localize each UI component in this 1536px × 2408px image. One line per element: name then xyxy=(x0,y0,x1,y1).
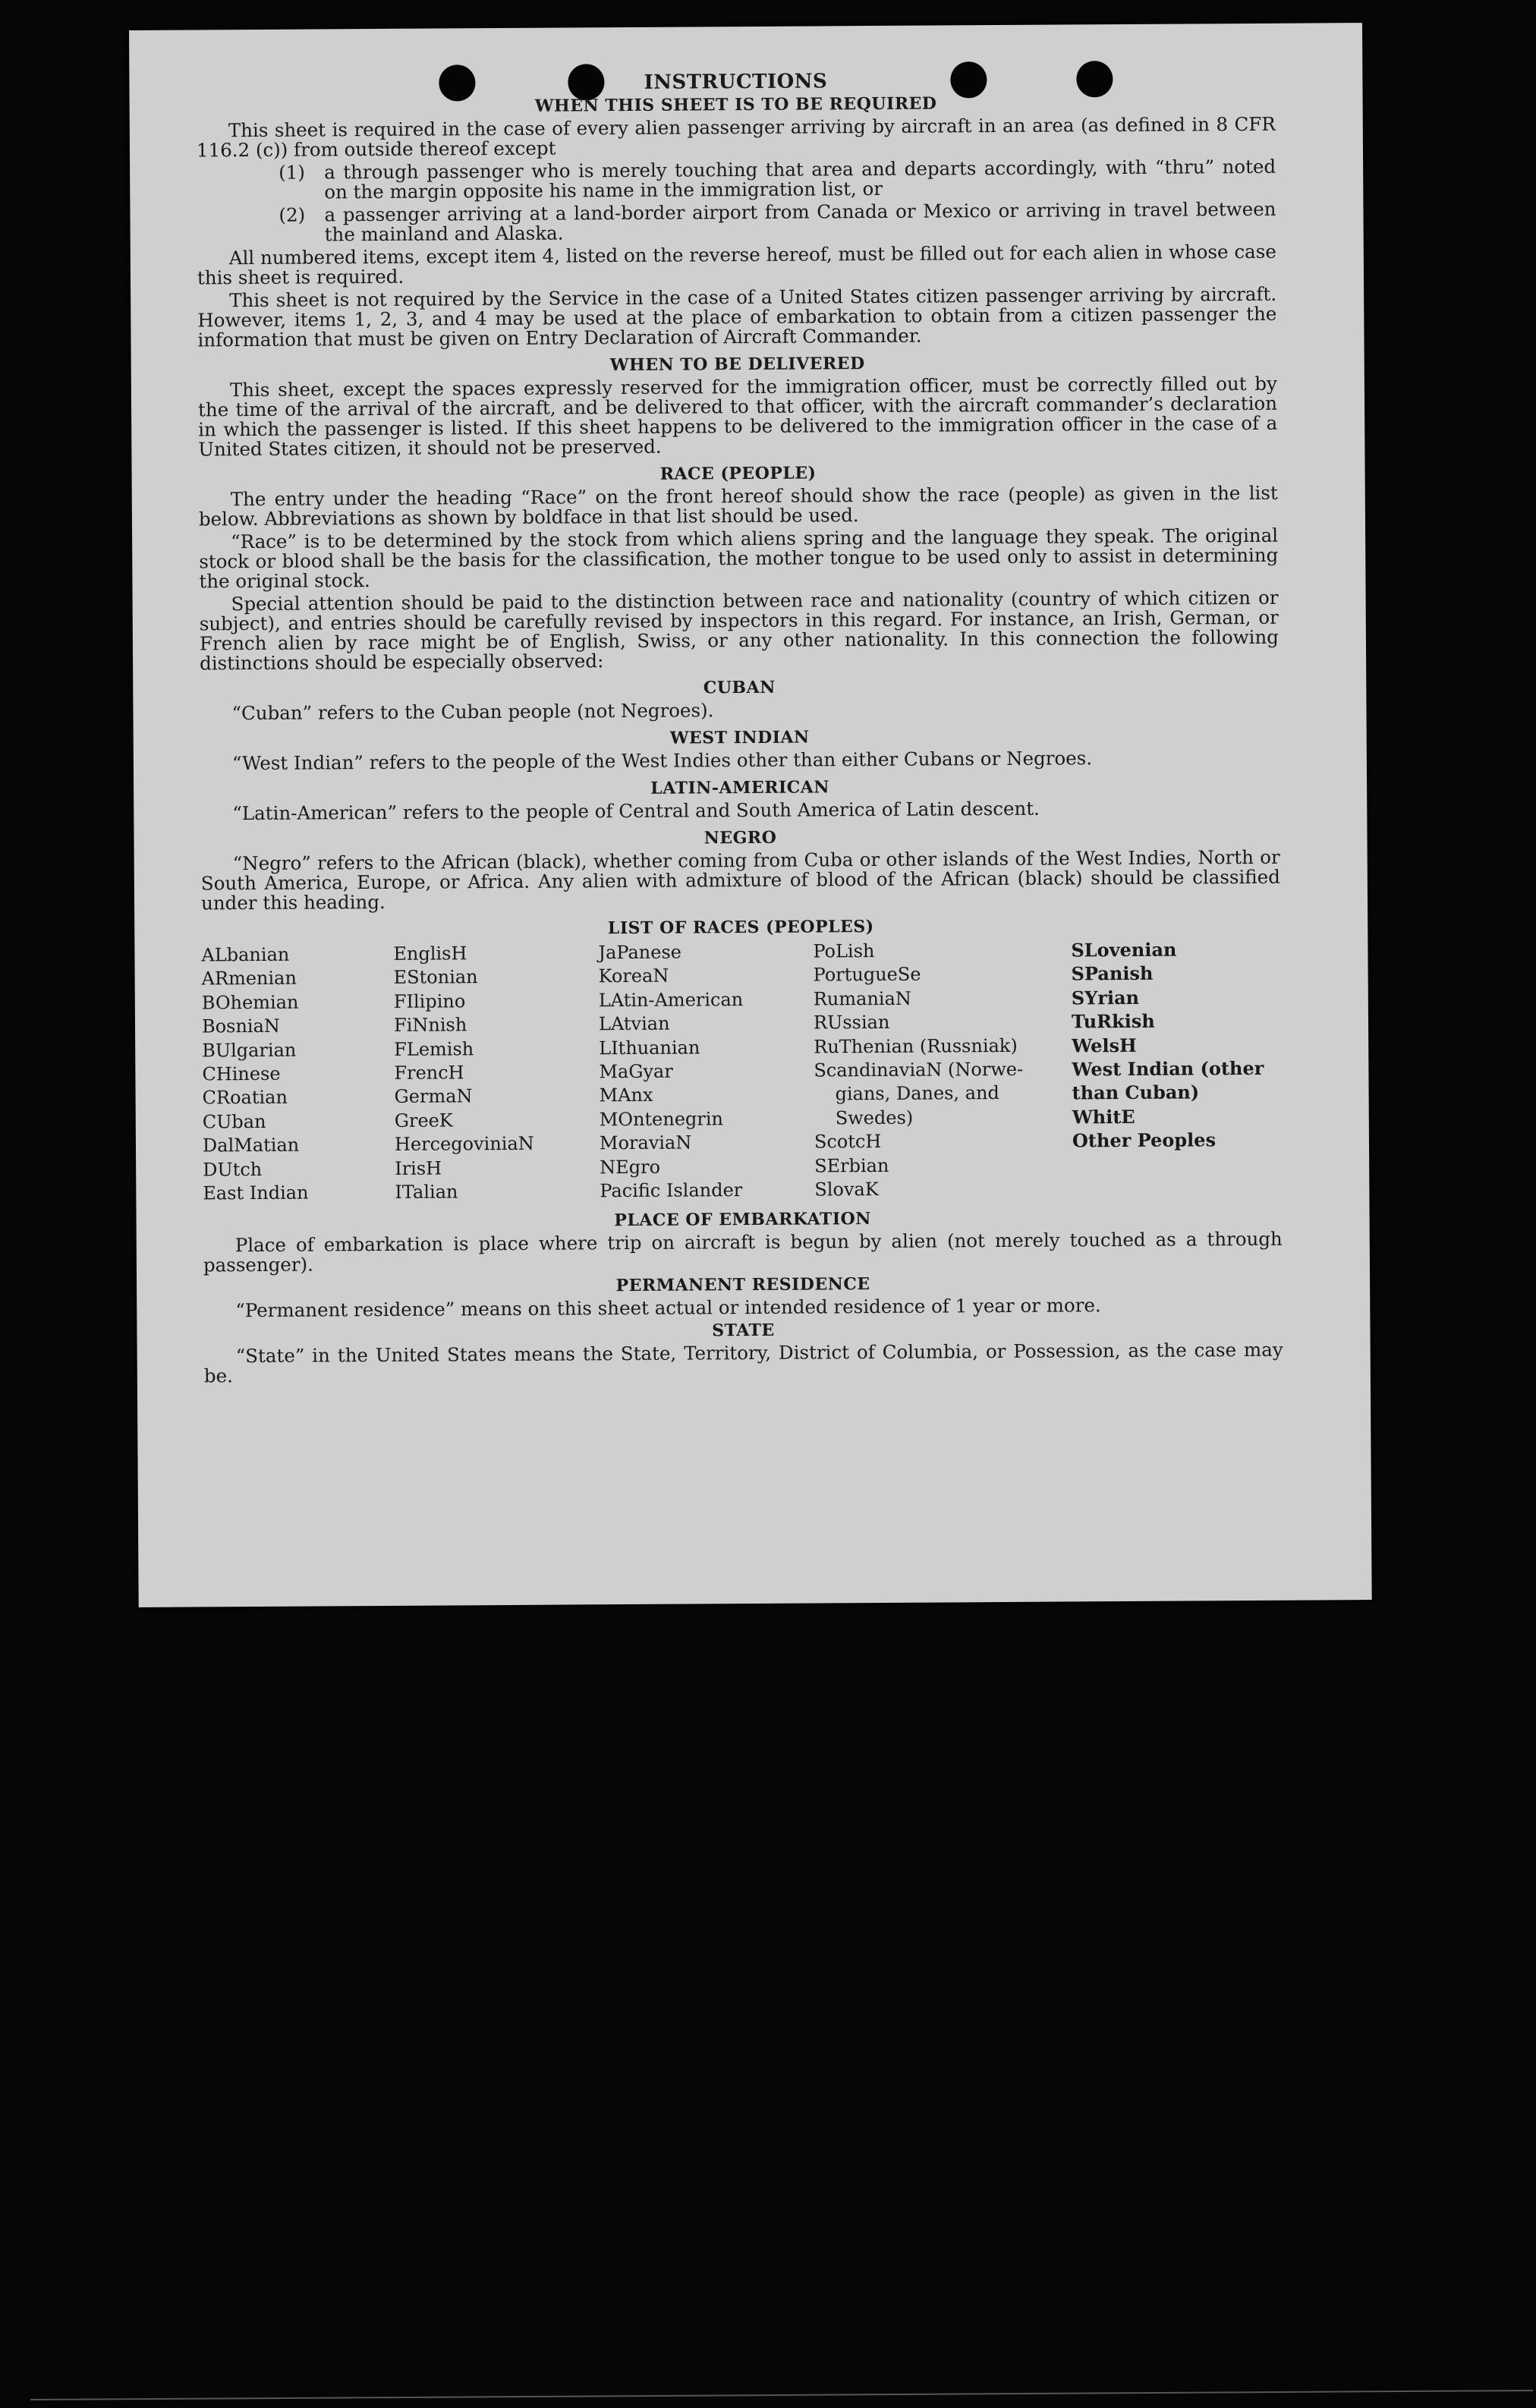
paragraph: All numbered items, except item 4, listed on the reverse hereof, must be filled out for each alien in whose case this sheet is required. xyxy=(197,240,1276,289)
race-entry: DUtch xyxy=(203,1158,263,1181)
race-entry: FIlipino xyxy=(393,990,466,1012)
races-column-3 xyxy=(598,940,814,1204)
race-entry: PortugueSe xyxy=(813,964,921,986)
paragraph: “West Indian” refers to the people of the West Indies other than either Cubans or Negroes. xyxy=(231,747,1093,775)
section-heading-place-of-embarkation: PLACE OF EMBARKATION xyxy=(614,1209,871,1231)
race-entry: East Indian xyxy=(203,1182,309,1204)
race-entry: JaPanese xyxy=(598,941,682,964)
race-entry: SlovaK xyxy=(814,1179,879,1201)
section-heading-negro: NEGRO xyxy=(703,827,777,848)
race-entry: gians, Danes, and xyxy=(835,1082,999,1105)
race-entry: ALbanian xyxy=(201,943,290,966)
section-heading-list-of-races: LIST OF RACES (PEOPLES) xyxy=(607,917,874,939)
paragraph: This sheet is not required by the Service in the case of a United States citizen passenger arriving by aircraft. However, items 1, 2, 3, and 4 may be used at the place of embarkation to obtain from a citizen passenger the information that must be given on Entry Declaration of Aircraft Commander. xyxy=(197,282,1277,351)
race-entry: DalMatian xyxy=(202,1134,300,1157)
race-entry: SYrian xyxy=(1071,986,1140,1009)
race-entry: FLemish xyxy=(394,1037,474,1060)
list-item xyxy=(197,157,1276,203)
race-entry: than Cuban) xyxy=(1072,1081,1200,1104)
section-heading-when-required: WHEN THIS SHEET IS TO BE REQUIRED xyxy=(534,93,937,116)
document-sheet xyxy=(129,23,1372,1607)
paragraph: “State” in the United States means the State, Territory, District of Columbia, or Possession, as the case may be. xyxy=(203,1339,1283,1387)
race-entry: HercegoviniaN xyxy=(394,1133,534,1156)
section-heading-latin-american: LATIN-AMERICAN xyxy=(650,777,830,798)
race-entry: GermaN xyxy=(394,1085,473,1108)
race-entry: SErbian xyxy=(814,1154,889,1177)
section-heading-when-delivered: WHEN TO BE DELIVERED xyxy=(609,354,865,376)
race-entry: RUssian xyxy=(813,1012,890,1034)
race-entry: PoLish xyxy=(813,940,875,962)
item-text: a through passenger who is merely touching that area and departs accordingly, with “thru” noted on the margin opposite his name in the immigration list, or xyxy=(324,155,1276,203)
race-entry: LAtin-American xyxy=(598,988,744,1012)
race-entry: ScotcH xyxy=(814,1131,882,1153)
section-heading-permanent-residence: PERMANENT RESIDENCE xyxy=(615,1274,870,1296)
paragraph: This sheet is required in the case of every alien passenger arriving by aircraft in an area (as defined in 8 CFR 116.2 (c)) from outside thereof except xyxy=(196,112,1276,162)
item-text: a passenger arriving at a land-border airport from Canada or Mexico or arriving in travel between the mainland and Alaska. xyxy=(324,197,1276,246)
races-column-4 xyxy=(813,938,1072,1202)
race-entry: WhitE xyxy=(1072,1105,1135,1128)
race-entry: CUban xyxy=(202,1110,266,1133)
paragraph: Place of embarkation is place where trip on aircraft is begun by alien (not merely touched as a through passenger). xyxy=(203,1228,1283,1276)
race-entry: CHinese xyxy=(202,1062,281,1085)
race-entry: EStonian xyxy=(393,966,478,989)
race-entry: CRoatian xyxy=(202,1087,288,1109)
race-entry: MOntenegrin xyxy=(599,1108,724,1131)
races-list xyxy=(201,937,1282,1206)
race-entry: SLovenian xyxy=(1071,938,1177,962)
paragraph: “Race” is to be determined by the stock from which aliens spring and the language they speak. The original stock or blood shall be the basis for the classification, the mother tongue to be used only to assist in determining the original stock. xyxy=(199,524,1279,593)
paragraph: “Cuban” refers to the Cuban people (not Negroes). xyxy=(231,699,714,725)
race-entry: LIthuanian xyxy=(599,1037,700,1059)
race-entry: BUlgarian xyxy=(202,1039,297,1062)
race-entry: RuThenian (Russniak) xyxy=(814,1034,1018,1058)
race-entry: WelsH xyxy=(1072,1034,1137,1057)
race-entry: Swedes) xyxy=(835,1106,914,1129)
race-entry: IrisH xyxy=(395,1157,442,1179)
paragraph: The entry under the heading “Race” on the front hereof should show the race (people) as given in the list below. Abbreviations as shown by boldface in that list should be used. xyxy=(198,481,1278,530)
section-heading-race: RACE (PEOPLE) xyxy=(659,463,817,484)
paragraph: “Permanent residence” means on this sheet actual or intended residence of 1 year or more. xyxy=(235,1294,1101,1322)
race-entry: GreeK xyxy=(394,1110,453,1132)
page-title: INSTRUCTIONS xyxy=(644,70,828,94)
race-entry: NEgro xyxy=(600,1156,661,1178)
race-entry: TuRkish xyxy=(1071,1009,1155,1033)
race-entry: MaGyar xyxy=(599,1060,673,1083)
race-entry: SPanish xyxy=(1071,962,1154,985)
race-entry: Pacific Islander xyxy=(600,1179,743,1202)
paragraph: Special attention should be paid to the distinction between race and nationality (country of which citizen or subject), and entries should be carefully revised by inspectors in this regard. For instance, an Irish, German, or French alien by race might be of English, Swiss, or any other nationality. In this connection the following distinctions should be especially observed: xyxy=(199,586,1279,675)
paragraph: “Negro” refers to the African (black), whether coming from Cuba or other islands of the West Indies, North or South America, Europe, or Africa. Any alien with admixture of blood of the African (black) should be classified under this heading. xyxy=(200,845,1280,914)
race-entry: Other Peoples xyxy=(1072,1128,1217,1152)
race-entry: KoreaN xyxy=(598,965,669,987)
race-entry: MoraviaN xyxy=(599,1132,692,1154)
race-entry: BOhemian xyxy=(201,991,299,1014)
section-heading-west-indian: WEST INDIAN xyxy=(669,727,810,748)
races-column-2 xyxy=(393,941,600,1204)
race-entry: FrencH xyxy=(394,1062,464,1084)
race-entry: RumaniaN xyxy=(813,987,911,1010)
item-number: (1) xyxy=(279,161,305,184)
race-entry: ScandinaviaN (Norwe- xyxy=(814,1058,1024,1081)
document-body xyxy=(196,69,1283,1390)
race-entry: LAtvian xyxy=(598,1012,670,1035)
races-column-1 xyxy=(201,943,395,1206)
section-heading-state: STATE xyxy=(712,1320,775,1341)
race-entry: West Indian (other xyxy=(1072,1056,1264,1081)
item-number: (2) xyxy=(279,203,306,226)
list-item xyxy=(197,197,1276,246)
race-entry: EnglisH xyxy=(393,943,467,965)
section-heading-cuban: CUBAN xyxy=(703,677,776,698)
paragraph: “Latin-American” refers to the people of Central and South America of Latin descent. xyxy=(232,797,1040,825)
race-entry: ITalian xyxy=(395,1181,458,1203)
races-column-5 xyxy=(1071,937,1277,1201)
scan-artifact-line xyxy=(30,2390,1533,2400)
race-entry: MAnx xyxy=(599,1084,653,1106)
race-entry: BosniaN xyxy=(201,1015,280,1037)
paragraph: This sheet, except the spaces expressly reserved for the immigration officer, must be correctly filled out by the time of the arrival of the aircraft, and be delivered to that officer, with the aircraft commander’s declaration in which the passenger is listed. If this sheet happens to be delivered to the immigration officer in the case of a United States citizen, it should not be preserved. xyxy=(197,372,1278,461)
race-entry: FiNnish xyxy=(393,1014,467,1037)
race-entry: ARmenian xyxy=(201,968,297,990)
